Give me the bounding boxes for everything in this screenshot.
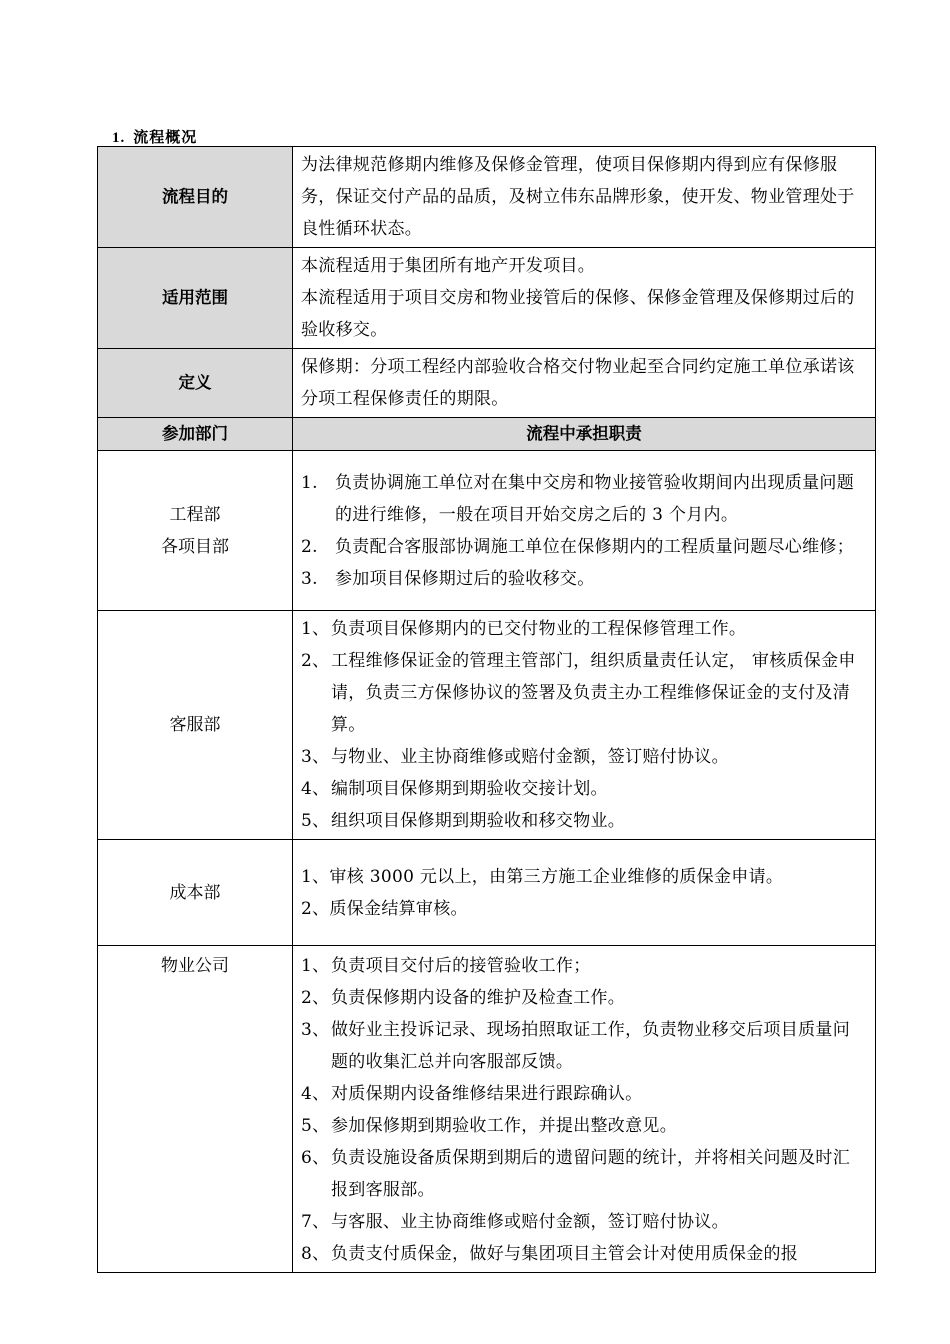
table-row-engineering [98, 451, 876, 611]
list-item: 5、参加保修期到期验收工作，并提出整改意见。 [301, 1116, 677, 1136]
list-item: 2、负责保修期内设备的维护及检查工作。 [301, 988, 626, 1008]
dept-engineering-line-2: 各项目部 [161, 536, 229, 557]
list-item: 1、负责项目交付后的接管验收工作； [301, 956, 591, 976]
table-row-customer-service [98, 611, 876, 840]
list-item: 6、负责设施设备质保期到期后的遗留问题的统计，并将相关问题及时汇报到客服部。 [301, 1148, 850, 1200]
cost-duties [293, 840, 876, 946]
list-item: 5、组织项目保修期到期验收和移交物业。 [301, 811, 626, 831]
list-item: 8、负责支付质保金，做好与集团项目主管会计对使用质保金的报 [301, 1244, 799, 1264]
section-heading [112, 126, 197, 147]
table-row-property [98, 946, 876, 1273]
table-row-purpose [98, 147, 876, 248]
list-item: 1、审核 3000 元以上，由第三方施工企业维修的质保金申请。 [301, 866, 784, 887]
customer-service-duties [293, 611, 876, 840]
purpose-text: 为法律规范修期内维修及保修金管理，使项目保修期内得到应有保修服务，保证交付产品的品质，及树立伟东品牌形象，使开发、物业管理处于良性循环状态。 [293, 147, 876, 248]
list-item: 4、对质保期内设备维修结果进行跟踪确认。 [301, 1084, 643, 1104]
dept-cost: 成本部 [98, 840, 293, 946]
list-item: 1. 负责协调施工单位对在集中交房和物业接管验收期间内出现质量问题的进行维修，一般在项目开始交房之后的 3 个月内。 [301, 472, 854, 525]
scope-text [293, 248, 876, 349]
dept-engineering [98, 451, 293, 611]
dept-property: 物业公司 [98, 946, 293, 1273]
definition-label: 定义 [98, 349, 293, 418]
list-item: 4、编制项目保修期到期验收交接计划。 [301, 779, 608, 799]
list-item: 3、与物业、业主协商维修或赔付金额，签订赔付协议。 [301, 747, 729, 767]
list-item: 2、工程维修保证金的管理主管部门，组织质量责任认定， 审核质保金申请，负责三方保修协议的签署及负责主办工程维修保证金的支付及清算。 [301, 651, 856, 735]
table-row-cost [98, 840, 876, 946]
list-item: 3、做好业主投诉记录、现场拍照取证工作，负责物业移交后项目质量问题的收集汇总并向客服部反馈。 [301, 1020, 850, 1072]
scope-line-2: 本流程适用于项目交房和物业接管后的保修、保修金管理及保修期过后的验收移交。 [301, 288, 855, 340]
purpose-label: 流程目的 [98, 147, 293, 248]
list-item: 3. 参加项目保修期过后的验收移交。 [301, 568, 595, 589]
list-item: 2. 负责配合客服部协调施工单位在保修期内的工程质量问题尽心维修； [301, 536, 854, 557]
process-overview-table [97, 146, 876, 1273]
dept-customer-service: 客服部 [98, 611, 293, 840]
section-title: 流程概况 [133, 128, 198, 146]
dept-engineering-line-1: 工程部 [169, 504, 221, 525]
list-item: 1、负责项目保修期内的已交付物业的工程保修管理工作。 [301, 619, 747, 639]
table-row-definition [98, 349, 876, 418]
list-item: 7、与客服、业主协商维修或赔付金额，签订赔付协议。 [301, 1212, 729, 1232]
definition-text: 保修期：分项工程经内部验收合格交付物业起至合同约定施工单位承诺该分项工程保修责任的期限。 [293, 349, 876, 418]
table-row-scope [98, 248, 876, 349]
scope-line-1: 本流程适用于集团所有地产开发项目。 [301, 256, 596, 276]
property-duties [293, 946, 876, 1273]
table-header-row [98, 418, 876, 451]
list-item: 2、质保金结算审核。 [301, 898, 468, 919]
section-number: 1. [112, 130, 126, 146]
header-dept: 参加部门 [98, 418, 293, 451]
scope-label: 适用范围 [98, 248, 293, 349]
header-duty: 流程中承担职责 [293, 418, 876, 451]
engineering-duties [293, 451, 876, 611]
